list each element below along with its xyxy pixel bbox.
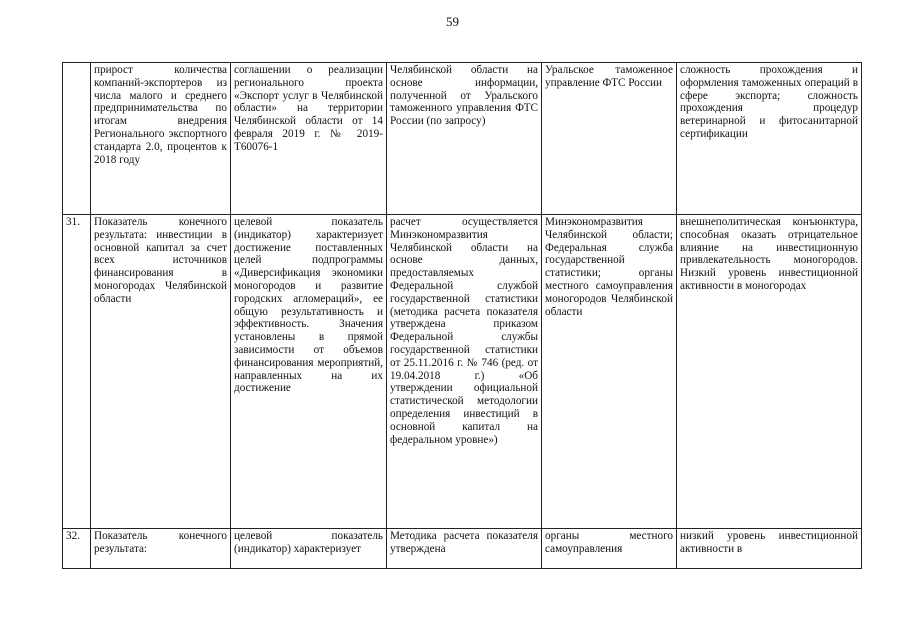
responsible-body-cell: органы местного самоуправления	[542, 529, 677, 569]
row-number: 32.	[63, 529, 91, 569]
indicator-description-cell: соглашении о реализации регионального проекта «Экспорт услуг в Челябинской области» на территории Челябинской области от 14 февраля 2019 г. № 2019-Т60076-1	[231, 63, 387, 215]
calculation-method-cell: Методика расчета показателя утверждена	[387, 529, 542, 569]
table-row	[63, 215, 862, 529]
risk-factors-cell: низкий уровень инвестиционной активности в	[677, 529, 862, 569]
table-row	[63, 63, 862, 215]
risk-factors-cell: сложность прохождения и оформления таможенных операций в сфере экспорта; сложность прохождения процедур ветеринарной и фитосанитарной сертификации	[677, 63, 862, 215]
indicator-name-cell: прирост количества компаний-экспортеров из числа малого и среднего предпринимательства по итогам внедрения Регионального экспортного стандарта 2.0, процентов к 2018 году	[91, 63, 231, 215]
page-number: 59	[446, 14, 459, 29]
responsible-body-cell: Минэкономразвития Челябинской области; Федеральная служба государственной статистики; органы местного самоуправления моногородов Челябинской области	[542, 215, 677, 529]
indicator-name-cell: Показатель конечного результата:	[91, 529, 231, 569]
indicator-description-cell: целевой показатель (индикатор) характеризует	[231, 529, 387, 569]
responsible-body-cell: Уральское таможенное управление ФТС России	[542, 63, 677, 215]
row-number: 31.	[63, 215, 91, 529]
calculation-method-cell: расчет осуществляется Минэкономразвития Челябинской области на основе данных, предоставляемых Федеральной службой государственной статистики (методика расчета показателя утверждена приказом Федеральной службы государственной статистики от 25.11.2016 г. № 746 (ред. от 19.04.2018 г.) «Об утверждении официальной статистической методологии определения инвестиций в основной капитал на федеральном уровне»)	[387, 215, 542, 529]
calculation-method-cell: Челябинской области на основе информации, полученной от Уральского таможенного управления ФТС России (по запросу)	[387, 63, 542, 215]
table-row	[63, 529, 862, 569]
risk-factors-cell: внешнеполитическая конъюнктура, способная оказать отрицательное влияние на инвестиционную привлекательность моногородов. Низкий уровень инвестиционной активности в моногородах	[677, 215, 862, 529]
row-number	[63, 63, 91, 215]
indicators-table	[62, 62, 862, 569]
indicator-name-cell: Показатель конечного результата: инвестиции в основной капитал за счет всех источников финансирования в моногородах Челябинской области	[91, 215, 231, 529]
indicator-description-cell: целевой показатель (индикатор) характеризует достижение поставленных целей подпрограммы «Диверсификация экономики моногородов и развитие городских агломераций», ее общую результативность и эффективность. Значения установлены в прямой зависимости от объемов финансирования мероприятий, направленных на их достижение	[231, 215, 387, 529]
